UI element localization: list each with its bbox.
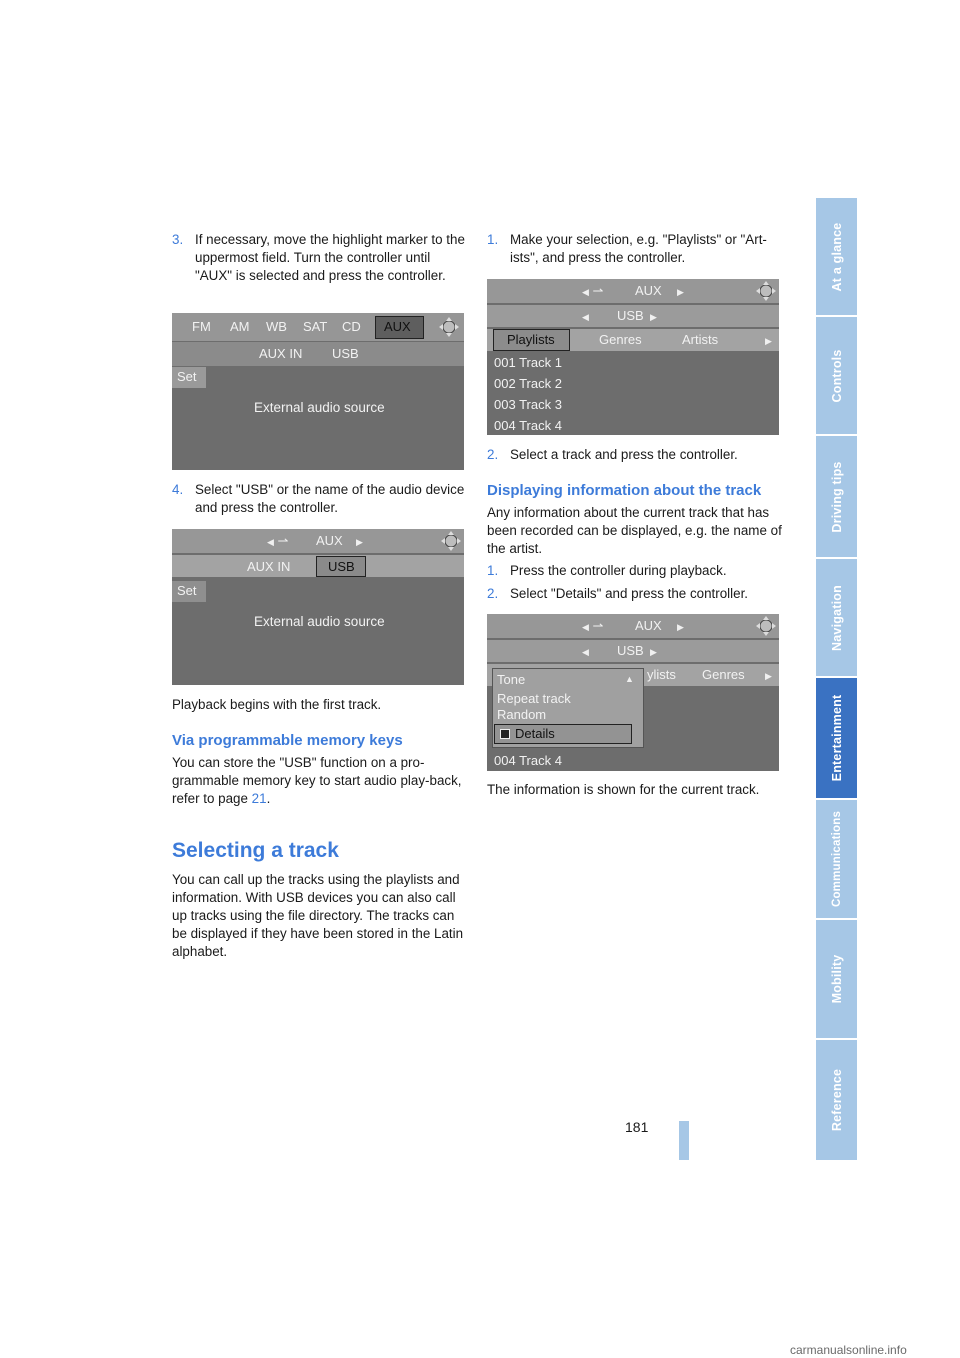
memory-heading: Via programmable memory keys bbox=[172, 732, 403, 749]
screen-aux-usb: ◀ ⇀ AUX ▶ AUX IN USB Set External audio source bbox=[172, 529, 464, 685]
screen-audio-menu: FM AM WB SAT CD AUX AUX IN USB Set External audio source bbox=[172, 313, 464, 470]
page-marker bbox=[679, 1121, 689, 1160]
watermark: carmanualsonline.info bbox=[790, 1343, 907, 1357]
menu-item-random[interactable]: Random bbox=[497, 707, 547, 722]
page-link[interactable]: 21 bbox=[251, 791, 267, 806]
playback-text: Playback begins with the first track. bbox=[172, 697, 382, 712]
screen-playlists: ◀ ⇀ AUX ▶ ◀ USB ▶ Playlists Genres Artists ▶ 001 Track 1 002 Track 2 003 Track 3 004 Track 4 bbox=[487, 279, 779, 435]
selecting-heading: Selecting a track bbox=[172, 839, 339, 862]
menu-item-repeat-track[interactable]: Repeat track bbox=[497, 691, 571, 706]
display-heading: Displaying information about the track bbox=[487, 482, 762, 499]
details-icon bbox=[500, 729, 510, 739]
tab-communications[interactable]: Communications bbox=[816, 800, 857, 918]
menu-item-tone[interactable]: Tone bbox=[497, 672, 526, 687]
tab-controls[interactable]: Controls bbox=[816, 317, 857, 434]
tab-mobility[interactable]: Mobility bbox=[816, 920, 857, 1038]
tab-navigation[interactable]: Navigation bbox=[816, 559, 857, 676]
screen-details-menu: ◀ ⇀ AUX ▶ ◀ USB ▶ ylists Genres ▶ Tone ▲ Repeat track Random Details 004 Track 4 bbox=[487, 614, 779, 771]
memory-text: You can store the "USB" function on a pro-grammable memory key to start audio play-back, refer to page 21. bbox=[172, 755, 462, 806]
controller-icon bbox=[755, 280, 777, 302]
tab-entertainment[interactable]: Entertainment bbox=[816, 678, 857, 798]
tab-reference[interactable]: Reference bbox=[816, 1040, 857, 1160]
controller-icon bbox=[755, 615, 777, 637]
tab-at-a-glance[interactable]: At a glance bbox=[816, 198, 857, 315]
display-text: Any information about the current track that has been recorded can be displayed, e.g. the name of the artist. bbox=[487, 505, 782, 556]
page-number: 181 bbox=[625, 1119, 649, 1135]
controller-icon bbox=[440, 530, 462, 552]
info-text: The information is shown for the current track. bbox=[487, 782, 760, 797]
controller-icon bbox=[438, 316, 460, 338]
tab-driving-tips[interactable]: Driving tips bbox=[816, 436, 857, 557]
selecting-text: You can call up the tracks using the playlists and information. With USB devices you can also call up tracks using the file directory. The tracks can be displayed if they have been stored in the Latin alphabet. bbox=[172, 872, 464, 959]
